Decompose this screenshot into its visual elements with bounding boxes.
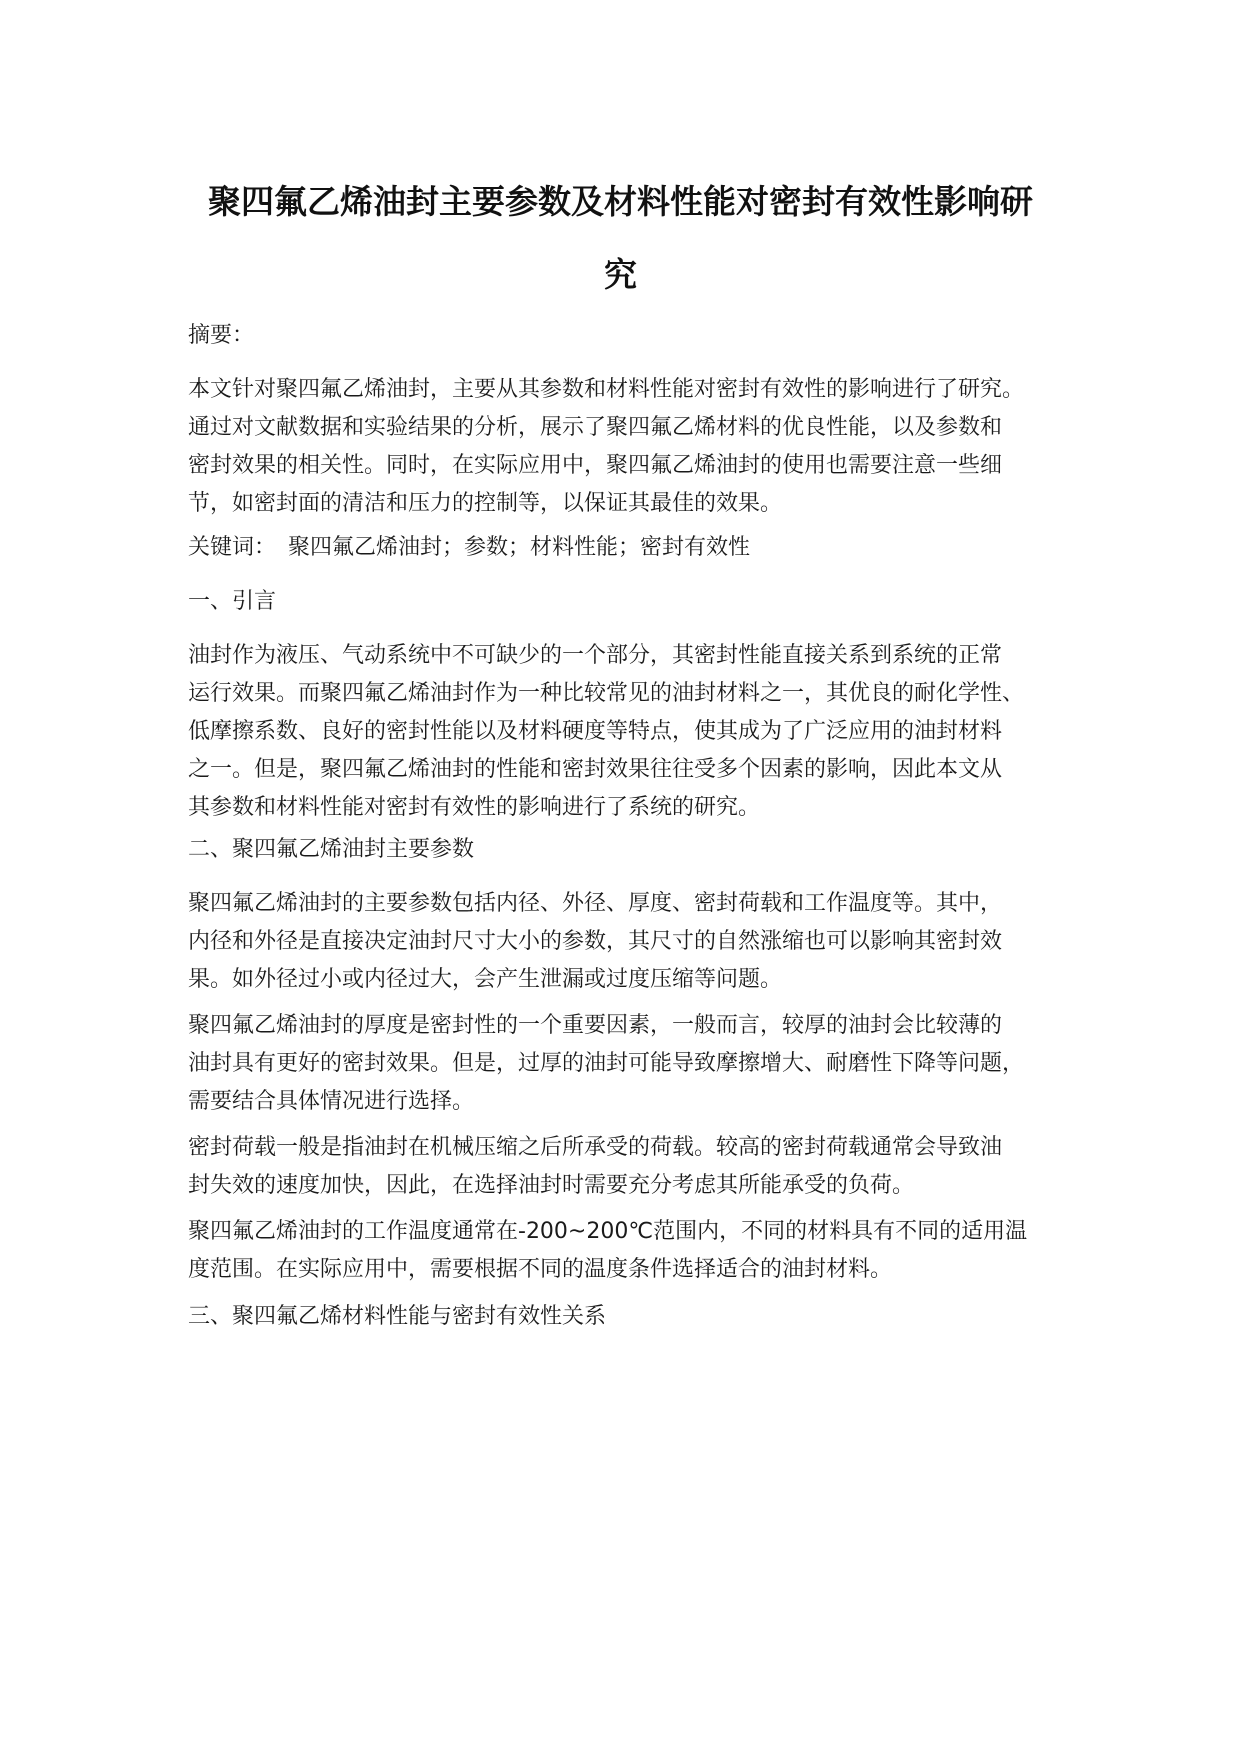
section-heading-material-properties: 三、聚四氟乙烯材料性能与密封有效性关系 bbox=[188, 1304, 607, 1329]
text-line: 果。如外径过小或内径过大，会产生泄漏或过度压缩等问题。 bbox=[188, 967, 783, 992]
text-line: 运行效果。而聚四氟乙烯油封作为一种比较常见的油封材料之一，其优良的耐化学性、 bbox=[188, 681, 1025, 706]
keywords-line bbox=[188, 529, 750, 567]
abstract-label: 摘要： bbox=[188, 323, 255, 348]
document-title-line-1: 聚四氟乙烯油封主要参数及材料性能对密封有效性影响研 bbox=[208, 182, 1033, 221]
text-line: 密封荷载一般是指油封在机械压缩之后所承受的荷载。较高的密封荷载通常会导致油 bbox=[188, 1135, 1003, 1160]
text-line: 油封作为液压、气动系统中不可缺少的一个部分，其密封性能直接关系到系统的正常 bbox=[188, 643, 1003, 668]
abstract-paragraph bbox=[188, 371, 1083, 523]
text-line: 本文针对聚四氟乙烯油封，主要从其参数和材料性能对密封有效性的影响进行了研究。 bbox=[188, 377, 1025, 402]
parameters-paragraph-1 bbox=[188, 885, 1083, 999]
text-line: 通过对文献数据和实验结果的分析，展示了聚四氟乙烯材料的优良性能，以及参数和 bbox=[188, 415, 1003, 440]
parameters-paragraph-2 bbox=[188, 1007, 1083, 1121]
keywords-label: 关键词： bbox=[188, 535, 277, 560]
text-line: 之一。但是，聚四氟乙烯油封的性能和密封效果往往受多个因素的影响，因此本文从 bbox=[188, 757, 1003, 782]
parameters-paragraph-4 bbox=[188, 1213, 1083, 1289]
section-heading-main-parameters: 二、聚四氟乙烯油封主要参数 bbox=[188, 837, 475, 862]
parameters-paragraph-3 bbox=[188, 1129, 1083, 1205]
keywords-text: 聚四氟乙烯油封；参数；材料性能；密封有效性 bbox=[288, 535, 751, 560]
text-line: 聚四氟乙烯油封的主要参数包括内径、外径、厚度、密封荷载和工作温度等。其中， bbox=[188, 891, 1003, 916]
section-heading-introduction: 一、引言 bbox=[188, 589, 277, 614]
text-line: 其参数和材料性能对密封有效性的影响进行了系统的研究。 bbox=[188, 795, 761, 820]
text-line: 度范围。在实际应用中，需要根据不同的温度条件选择适合的油封材料。 bbox=[188, 1257, 893, 1282]
text-line: 低摩擦系数、良好的密封性能以及材料硬度等特点，使其成为了广泛应用的油封材料 bbox=[188, 719, 1003, 744]
text-line: 聚四氟乙烯油封的厚度是密封性的一个重要因素，一般而言，较厚的油封会比较薄的 bbox=[188, 1013, 1003, 1038]
text-line: 密封效果的相关性。同时，在实际应用中，聚四氟乙烯油封的使用也需要注意一些细 bbox=[188, 453, 1003, 478]
introduction-paragraph bbox=[188, 637, 1083, 827]
text-line: 需要结合具体情况进行选择。 bbox=[188, 1089, 475, 1114]
text-line: 封失效的速度加快，因此，在选择油封时需要充分考虑其所能承受的负荷。 bbox=[188, 1173, 915, 1198]
text-line: 聚四氟乙烯油封的工作温度通常在-200~200℃范围内，不同的材料具有不同的适用温 bbox=[188, 1219, 1028, 1244]
text-line: 节，如密封面的清洁和压力的控制等，以保证其最佳的效果。 bbox=[188, 491, 783, 516]
text-line: 内径和外径是直接决定油封尺寸大小的参数，其尺寸的自然涨缩也可以影响其密封效 bbox=[188, 929, 1003, 954]
text-line: 油封具有更好的密封效果。但是，过厚的油封可能导致摩擦增大、耐磨性下降等问题， bbox=[188, 1051, 1025, 1076]
document-title-line-2: 究 bbox=[604, 255, 637, 294]
